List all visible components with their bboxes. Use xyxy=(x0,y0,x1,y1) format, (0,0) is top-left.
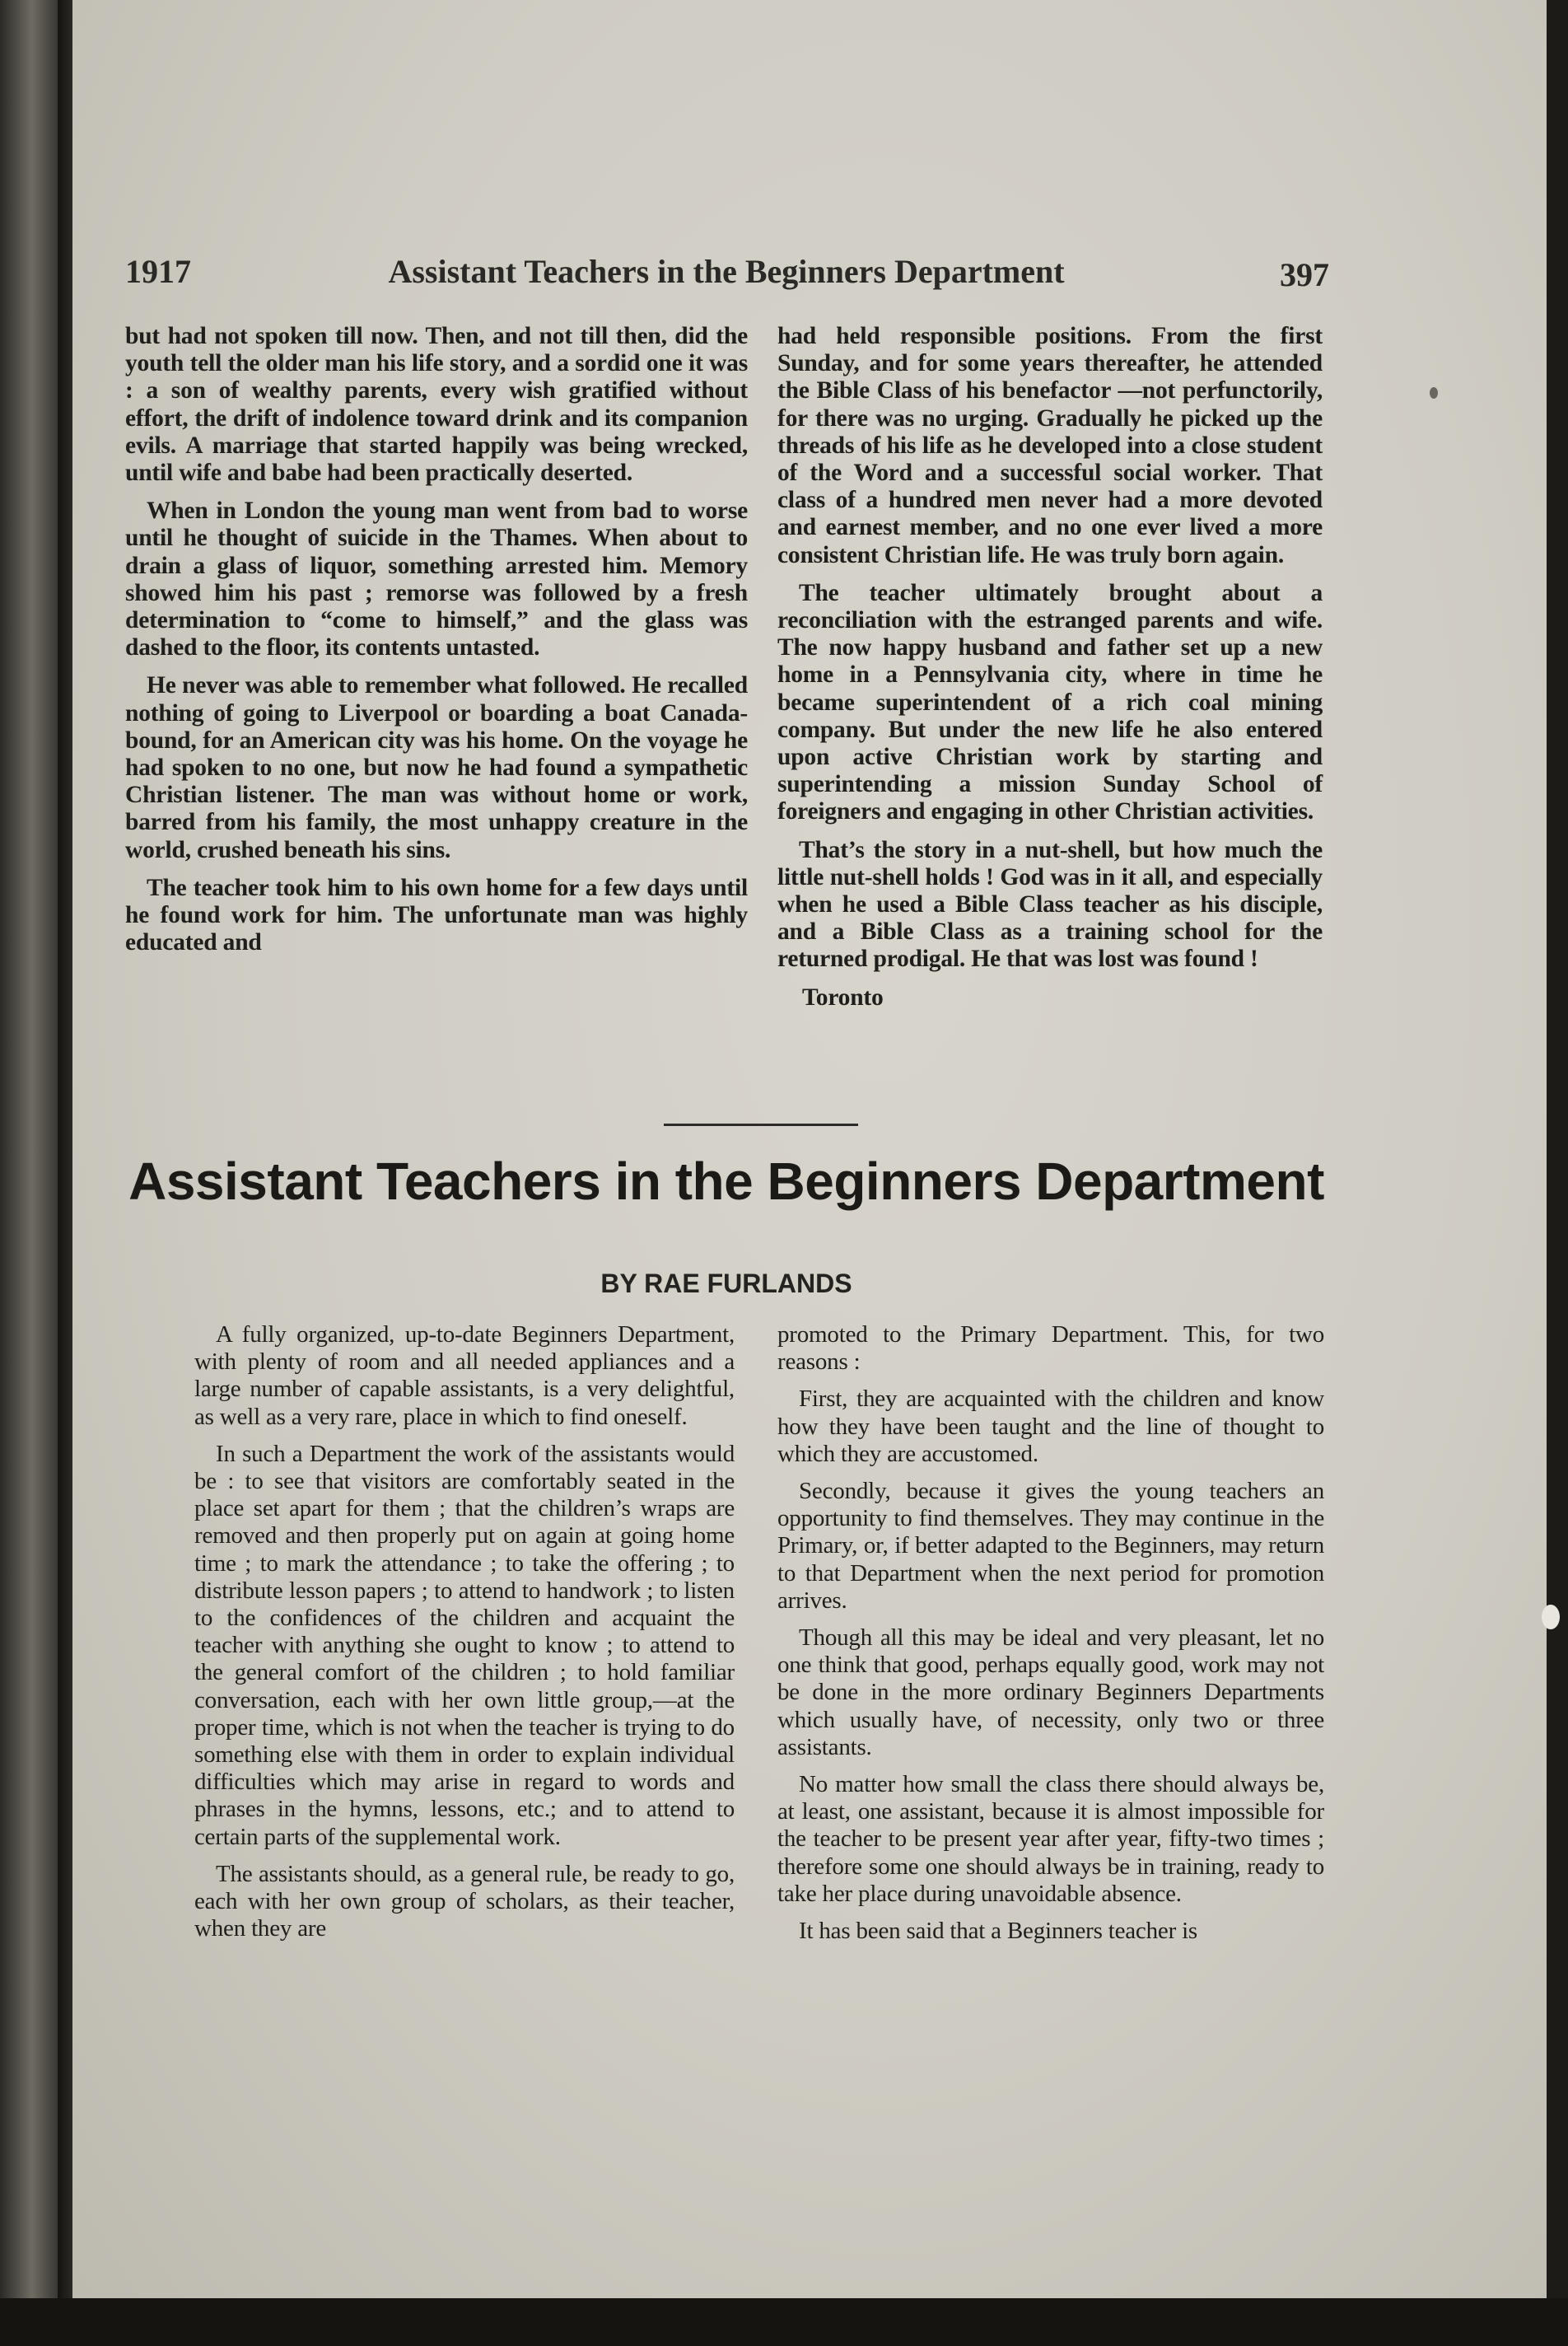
paragraph: had held responsible positions. From the first Sunday, and for some years thereafter, he attended the Bible Class of his benefactor —not perfunctorily, for there was no urging. Gradually he picked up the threads of his life as he developed into a close student of the Word and a successful social worker. That class of a hundred men never had a more devoted and earnest member, and no one ever lived a more consistent Christian life. He was truly born again. xyxy=(777,323,1323,568)
paragraph: The assistants should, as a general rule, be ready to go, each with her own group of scholars, as their teacher, when they are xyxy=(194,1860,735,1942)
running-head-title: Assistant Teachers in the Beginners Department xyxy=(388,253,1065,290)
paragraph: In such a Department the work of the assistants would be : to see that visitors are comfortably seated in the place set apart for them ; that the children’s wraps are removed and then properly put on again at going home time ; to mark the attendance ; to take the offering ; to distribute lesson papers ; to attend to handwork ; to listen to the confidences of the children and acquaint the teacher with anything she ought to know ; to attend to the general comfort of the children ; to hold familiar conversation, each with her own little group,—at the proper time, which is not when the teacher is trying to do something else with them in order to explain individual difficulties which may arise in regard to words and phrases in the hymns, lessons, etc.; and to attend to certain parts of the supplemental work. xyxy=(194,1440,735,1850)
paragraph: The teacher ultimately brought about a reconciliation with the estranged parents and wife. The now happy husband and father set up a new home in a Pennsylvania city, where in time he became superintendent of a rich coal mining company. But under the new life he also entered upon active Christian work by starting and superintending a mission Sunday School of foreigners and engaging in other Christian activities. xyxy=(777,579,1323,825)
paragraph: The teacher took him to his own home for a few days until he found work for him. The unfortunate man was highly educated and xyxy=(125,874,748,956)
paper-tear xyxy=(1542,1605,1560,1629)
paragraph: First, they are acquainted with the children and know how they have been taught and the line of thought to which they are accustomed. xyxy=(777,1386,1324,1467)
paragraph: A fully organized, up-to-date Beginners Department, with plenty of room and all needed appliances and a large number of capable assistants, is a very delightful, as well as a very rare, place in which to find oneself. xyxy=(194,1321,735,1430)
paragraph: but had not spoken till now. Then, and not till then, did the youth tell the older man his life story, and a sordid one it was : a son of wealthy parents, every wish gratified without effort, the drift of indolence toward drink and its companion evils. A marriage that started happily was being wrecked, until wife and babe had been practically deserted. xyxy=(125,323,748,487)
paragraph: When in London the young man went from bad to worse until he thought of suicide in the Thames. When about to drain a glass of liquor, something arrested him. Memory showed him his past ; remorse was followed by a fresh determination to “come to himself,” and the glass was dashed to the floor, its contents untasted. xyxy=(125,498,748,661)
article-right-column xyxy=(777,1321,1324,1955)
article-title: Assistant Teachers in the Beginners Department xyxy=(128,1152,1324,1211)
paper-speck xyxy=(1430,387,1438,399)
book-gutter xyxy=(58,0,74,2346)
bottom-shadow xyxy=(0,2298,1568,2346)
paragraph: No matter how small the class there should always be, at least, one assistant, because it is almost impossible for the teacher to be present year after year, fifty-two times ; therefore some one should always be in training, ready to take her place during unavoidable absence. xyxy=(777,1771,1324,1907)
paragraph: That’s the story in a nut-shell, but how much the little nut-shell holds ! God was in it all, and especially when he used a Bible Class teacher as his disciple, and a Bible Class as a training school for the returned prodigal. He that was lost was found ! xyxy=(777,836,1323,973)
section-divider xyxy=(664,1124,858,1126)
running-head xyxy=(125,252,1329,301)
page-number: 397 xyxy=(1280,256,1329,293)
paragraph: Though all this may be ideal and very pleasant, let no one think that good, perhaps equally good, work may not be done in the more ordinary Beginners Departments which usually have, of necessity, only two or three assistants. xyxy=(777,1624,1324,1760)
paragraph: Secondly, because it gives the young teachers an opportunity to find themselves. They may continue in the Primary, or, if better adapted to the Beginners, may return to that Department when the next period for promotion arrives. xyxy=(777,1478,1324,1614)
facing-page-edge xyxy=(0,0,58,2346)
article-left-column xyxy=(194,1321,735,1952)
paragraph: It has been said that a Beginners teacher is xyxy=(799,1918,1198,1945)
running-head-year: 1917 xyxy=(125,253,191,290)
paragraph: He never was able to remember what followed. He recalled nothing of going to Liverpool or boarding a boat Canada-bound, for an American city was his home. On the voyage he had spoken to no one, but now he had found a sympathetic Christian listener. The man was without home or work, barred from his family, the most unhappy creature in the world, crushed beneath his sins. xyxy=(125,672,748,863)
top-right-column xyxy=(777,323,1323,1022)
signature: Toronto xyxy=(802,984,884,1011)
paragraph: promoted to the Primary Department. This, for two reasons : xyxy=(777,1321,1324,1376)
article-byline: BY RAE FURLANDS xyxy=(600,1269,852,1298)
top-left-column xyxy=(125,323,748,967)
